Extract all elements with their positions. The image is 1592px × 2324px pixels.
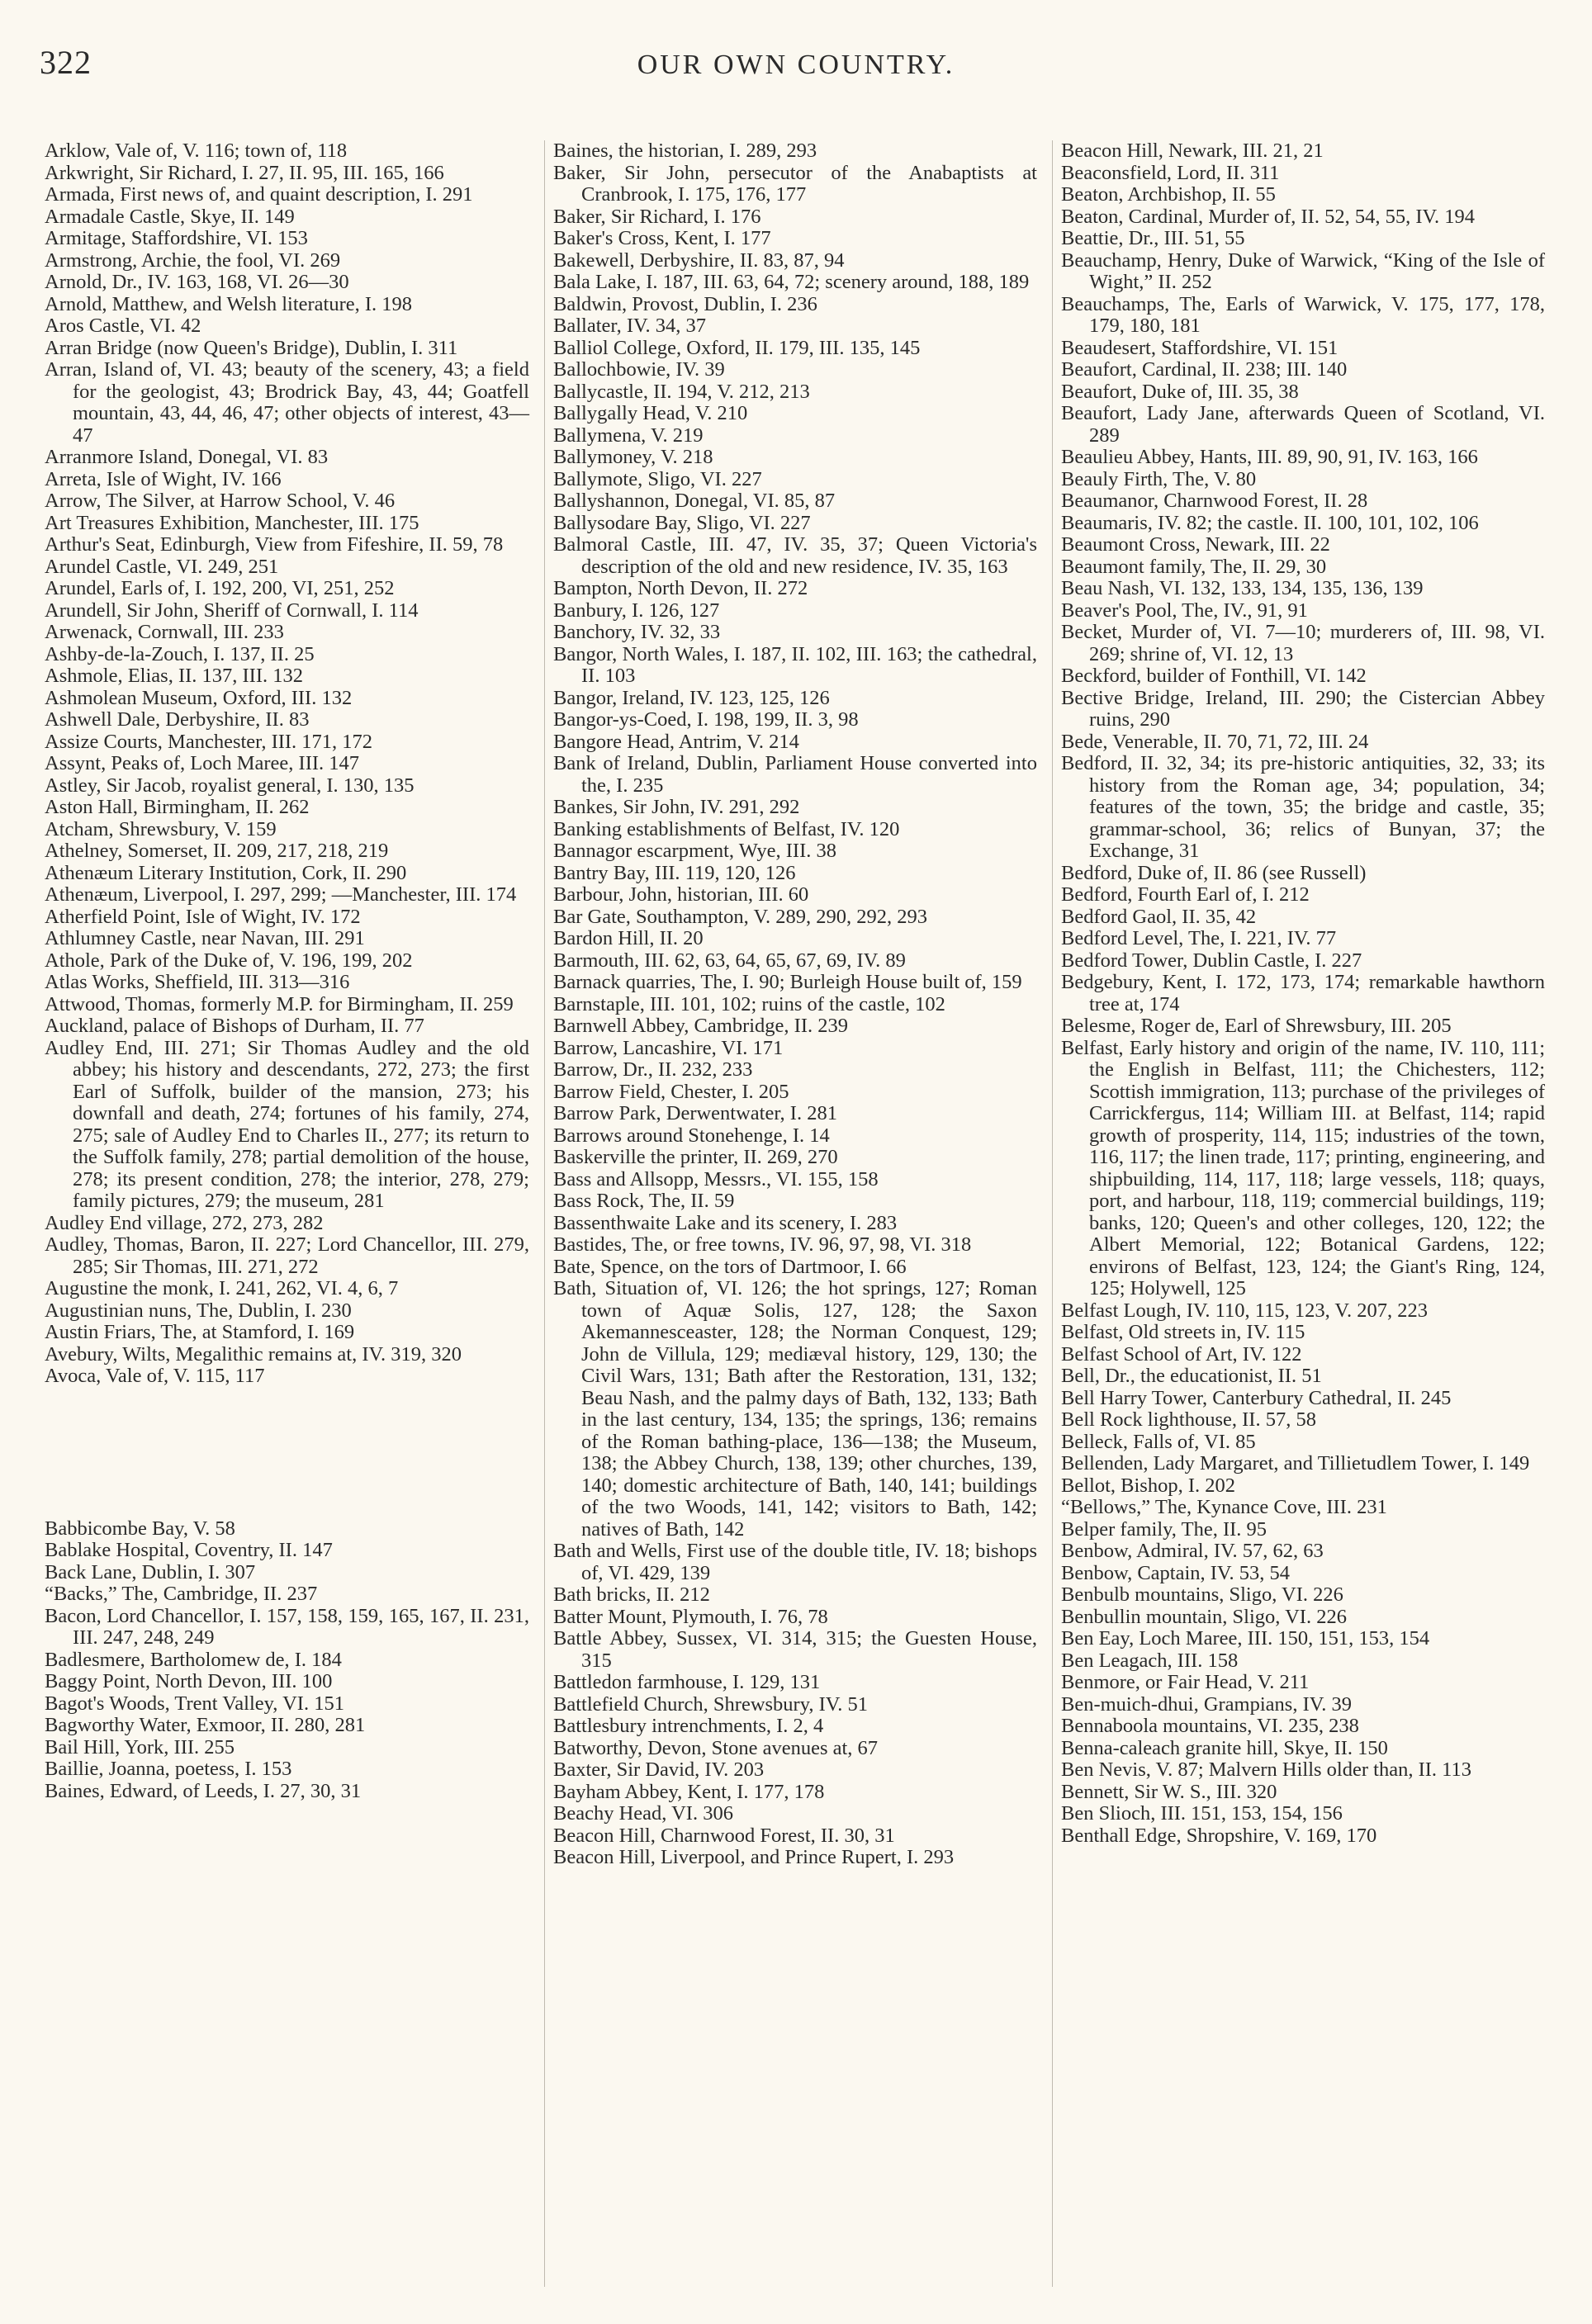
index-entry: Ballygally Head, V. 210 <box>553 402 748 424</box>
index-entry: Augustinian nuns, The, Dublin, I. 230 <box>45 1299 352 1322</box>
index-entry: Arnold, Dr., IV. 163, 168, VI. 26—30 <box>45 271 349 293</box>
index-entry: Beauchamps, The, Earls of Warwick, V. 175, 177, 178, 179, 180, 181 <box>1061 292 1545 337</box>
index-entry: Bell, Dr., the educationist, II. 51 <box>1061 1365 1322 1387</box>
index-entry: Benbow, Captain, IV. 53, 54 <box>1061 1561 1290 1584</box>
index-entry: Ballymoney, V. 218 <box>553 446 713 468</box>
index-entry: Ballymena, V. 219 <box>553 424 704 447</box>
index-entry: Arreta, Isle of Wight, IV. 166 <box>45 467 282 490</box>
index-entry: Beaulieu Abbey, Hants, III. 89, 90, 91, IV. 163, 166 <box>1061 446 1478 468</box>
index-entry: Bangor-ys-Coed, I. 198, 199, II. 3, 98 <box>553 708 859 731</box>
index-entry: “Backs,” The, Cambridge, II. 237 <box>45 1583 318 1605</box>
index-entry: Baskerville the printer, II. 269, 270 <box>553 1146 838 1168</box>
index-entry: Bannagor escarpment, Wye, III. 38 <box>553 840 836 862</box>
index-entry: Batter Mount, Plymouth, I. 76, 78 <box>553 1605 828 1628</box>
index-entry: Bardon Hill, II. 20 <box>553 927 704 949</box>
index-entry: Avoca, Vale of, V. 115, 117 <box>45 1365 265 1387</box>
index-entry: Baker, Sir Richard, I. 176 <box>553 205 761 228</box>
index-entry: Beaumaris, IV. 82; the castle. II. 100, 101, 102, 106 <box>1061 511 1479 534</box>
index-entry: Athenæum Literary Institution, Cork, II. 290 <box>45 861 407 884</box>
index-entry: Athenæum, Liverpool, I. 297, 299; —Manchester, III. 174 <box>45 883 517 906</box>
index-entry: Beaufort, Duke of, III. 35, 38 <box>1061 380 1299 403</box>
index-entry: Atherfield Point, Isle of Wight, IV. 172 <box>45 905 361 928</box>
index-entry: Bar Gate, Southampton, V. 289, 290, 292, 293 <box>553 905 928 928</box>
index-entry: Bass and Allsopp, Messrs., VI. 155, 158 <box>553 1167 879 1190</box>
index-entry: Armada, First news of, and quaint description, I. 291 <box>45 183 473 206</box>
index-entry: Bala Lake, I. 187, III. 63, 64, 72; scenery around, 188, 189 <box>553 271 1030 293</box>
index-entry: Bangor, Ireland, IV. 123, 125, 126 <box>553 686 830 709</box>
index-entry: Bacon, Lord Chancellor, I. 157, 158, 159, 165, 167, II. 231, III. 247, 248, 249 <box>45 1604 529 1649</box>
index-entry: Belfast Lough, IV. 110, 115, 123, V. 207, 223 <box>1061 1299 1428 1322</box>
index-entry: Beattie, Dr., III. 51, 55 <box>1061 227 1245 249</box>
index-entry: Bantry Bay, III. 119, 120, 126 <box>553 861 796 884</box>
index-entry: Bagot's Woods, Trent Valley, VI. 151 <box>45 1692 344 1715</box>
index-entry: Ballater, IV. 34, 37 <box>553 315 707 337</box>
index-entry: Ballyshannon, Donegal, VI. 85, 87 <box>553 490 836 512</box>
index-entry: Barnwell Abbey, Cambridge, II. 239 <box>553 1015 848 1037</box>
index-entry: Atlas Works, Sheffield, III. 313—316 <box>45 971 350 993</box>
index-entry: Bedford Level, The, I. 221, IV. 77 <box>1061 927 1337 949</box>
index-entry: Beaver's Pool, The, IV., 91, 91 <box>1061 599 1308 622</box>
index-entry: Ashby-de-la-Zouch, I. 137, II. 25 <box>45 642 315 665</box>
index-entry: Bedford Gaol, II. 35, 42 <box>1061 905 1257 928</box>
index-entry: Bastides, The, or free towns, IV. 96, 97, 98, VI. 318 <box>553 1233 972 1256</box>
index-entry: Benna-caleach granite hill, Skye, II. 150 <box>1061 1736 1388 1759</box>
index-entry: Beacon Hill, Liverpool, and Prince Rupert, I. 293 <box>553 1846 955 1868</box>
index-entry: Bass Rock, The, II. 59 <box>553 1190 735 1212</box>
index-entry: Arthur's Seat, Edinburgh, View from Fifeshire, II. 59, 78 <box>45 533 504 556</box>
index-entry: Beaufort, Cardinal, II. 238; III. 140 <box>1061 358 1348 381</box>
index-entry: Arundel, Earls of, I. 192, 200, VI, 251, 252 <box>45 577 395 599</box>
index-entry: Austin Friars, The, at Stamford, I. 169 <box>45 1321 355 1343</box>
index-entry: Beaton, Cardinal, Murder of, II. 52, 54, 55, IV. 194 <box>1061 205 1476 228</box>
index-entry: Beachy Head, VI. 306 <box>553 1802 733 1825</box>
index-entry: Beaconsfield, Lord, II. 311 <box>1061 161 1280 184</box>
index-entry: Bedford, Fourth Earl of, I. 212 <box>1061 883 1310 906</box>
index-entry: Bede, Venerable, II. 70, 71, 72, III. 24 <box>1061 730 1369 753</box>
index-entry: Athelney, Somerset, II. 209, 217, 218, 219 <box>45 840 389 862</box>
index-entry: Arkwright, Sir Richard, I. 27, II. 95, III. 165, 166 <box>45 161 444 184</box>
index-entry: Ben Eay, Loch Maree, III. 150, 151, 153, 154 <box>1061 1627 1430 1650</box>
index-entry: Beaton, Archbishop, II. 55 <box>1061 183 1276 206</box>
index-entry: Bedford, Duke of, II. 86 (see Russell) <box>1061 861 1367 884</box>
index-entry: Beacon Hill, Newark, III. 21, 21 <box>1061 140 1324 162</box>
index-entry: Beau Nash, VI. 132, 133, 134, 135, 136, 139 <box>1061 577 1424 599</box>
index-entry: Badlesmere, Bartholomew de, I. 184 <box>45 1648 342 1671</box>
index-entry: Ashmole, Elias, II. 137, III. 132 <box>45 665 303 687</box>
index-entry: Astley, Sir Jacob, royalist general, I. 130, 135 <box>45 774 415 797</box>
index-entry: Bennaboola mountains, VI. 235, 238 <box>1061 1715 1359 1737</box>
index-entry: Armstrong, Archie, the fool, VI. 269 <box>45 248 341 272</box>
index-entry: Barrow Park, Derwentwater, I. 281 <box>553 1102 837 1124</box>
index-entry: Bedford Tower, Dublin Castle, I. 227 <box>1061 949 1362 972</box>
index-entry: Arran, Island of, VI. 43; beauty of the scenery, 43; a field for the geologist, 43; Brodrick Bay, 43, 44; Goatfell mountain, 43, 44, 46, 47; other objects of interest, 43—47 <box>45 358 529 447</box>
index-entry: Aston Hall, Birmingham, II. 262 <box>45 796 310 818</box>
index-column-3 <box>1052 140 1560 2287</box>
index-entry: Ballycastle, II. 194, V. 212, 213 <box>553 380 810 403</box>
index-entry: Augustine the monk, I. 241, 262, VI. 4, 6, 7 <box>45 1277 399 1299</box>
index-entry: Athole, Park of the Duke of, V. 196, 199, 202 <box>45 949 413 972</box>
index-entry: Ben Slioch, III. 151, 153, 154, 156 <box>1061 1802 1343 1825</box>
index-entry: Arundell, Sir John, Sheriff of Cornwall, I. 114 <box>45 599 419 622</box>
index-entry: Batworthy, Devon, Stone avenues at, 67 <box>553 1736 879 1759</box>
index-entry: Barbour, John, historian, III. 60 <box>553 883 809 906</box>
index-entry: Bective Bridge, Ireland, III. 290; the Cistercian Abbey ruins, 290 <box>1061 686 1545 731</box>
index-entry: Bate, Spence, on the tors of Dartmoor, I. 66 <box>553 1255 907 1278</box>
index-entry: Barnack quarries, The, I. 90; Burleigh House built of, 159 <box>553 971 1022 993</box>
index-entry: Bennett, Sir W. S., III. 320 <box>1061 1780 1277 1803</box>
index-entry: Benbullin mountain, Sligo, VI. 226 <box>1061 1605 1347 1628</box>
index-entry: Battledon farmhouse, I. 129, 131 <box>553 1671 821 1693</box>
index-entry: Arranmore Island, Donegal, VI. 83 <box>45 446 329 468</box>
index-entry: Becket, Murder of, VI. 7—10; murderers of, III. 98, VI. 269; shrine of, VI. 12, 13 <box>1061 621 1545 665</box>
index-entry: Audley End village, 272, 273, 282 <box>45 1211 324 1234</box>
index-column-2 <box>544 140 1052 2287</box>
index-entry: Babbicombe Bay, V. 58 <box>45 1517 235 1540</box>
index-entry: Atcham, Shrewsbury, V. 159 <box>45 817 277 840</box>
index-entry: Balmoral Castle, III. 47, IV. 35, 37; Queen Victoria's description of the old and new residence, IV. 35, 163 <box>553 533 1037 578</box>
index-entry: Bampton, North Devon, II. 272 <box>553 577 808 599</box>
index-entry: Battle Abbey, Sussex, VI. 314, 315; the Guesten House, 315 <box>553 1627 1037 1672</box>
index-entry: Battlesbury intrenchments, I. 2, 4 <box>553 1715 824 1737</box>
index-entry: Ashwell Dale, Derbyshire, II. 83 <box>45 708 310 731</box>
index-entry: Auckland, palace of Bishops of Durham, II. 77 <box>45 1015 424 1037</box>
index-entry: Benbow, Admiral, IV. 57, 62, 63 <box>1061 1540 1324 1562</box>
index-entry: “Bellows,” The, Kynance Cove, III. 231 <box>1061 1496 1387 1518</box>
index-entry: Benbulb mountains, Sligo, VI. 226 <box>1061 1583 1343 1606</box>
index-entry: Beaumont Cross, Newark, III. 22 <box>1061 533 1330 556</box>
index-entry: Ben Nevis, V. 87; Malvern Hills older than, II. 113 <box>1061 1758 1471 1781</box>
index-columns <box>36 140 1561 2287</box>
index-entry: Belfast, Old streets in, IV. 115 <box>1061 1321 1305 1343</box>
index-entry: Audley End, III. 271; Sir Thomas Audley and the old abbey; his history and descendants, 272, 273; the first Earl of Suffolk, builder of the mansion, 273; his downfall and death, 274; fortunes of his family, 274, 275; sale of Audley End to Charles II., 277; its return to the Suffolk family, 278; partial demolition of the house, 278; its present condition, 278; the interior, 278, 279; family pictures, 279; the museum, 281 <box>45 1036 529 1212</box>
index-entry: Arrow, The Silver, at Harrow School, V. 46 <box>45 490 396 512</box>
index-entry: Battlefield Church, Shrewsbury, IV. 51 <box>553 1692 869 1716</box>
index-entry: Benmore, or Fair Head, V. 211 <box>1061 1671 1310 1693</box>
index-entry: Bell Harry Tower, Canterbury Cathedral, II. 245 <box>1061 1386 1452 1409</box>
index-entry: Bath and Wells, First use of the double title, IV. 18; bishops of, VI. 429, 139 <box>553 1540 1037 1584</box>
index-entry: Beauly Firth, The, V. 80 <box>1061 467 1257 490</box>
index-entry: Aros Castle, VI. 42 <box>45 315 201 337</box>
index-column-1 <box>36 140 544 2287</box>
index-entry: Belesme, Roger de, Earl of Shrewsbury, III. 205 <box>1061 1015 1452 1037</box>
index-entry: Bellenden, Lady Margaret, and Tillietudlem Tower, I. 149 <box>1061 1452 1530 1474</box>
index-entry: Back Lane, Dublin, I. 307 <box>45 1560 256 1583</box>
index-entry: Banbury, I. 126, 127 <box>553 599 720 622</box>
index-entry: Beauchamp, Henry, Duke of Warwick, “King of the Isle of Wight,” II. 252 <box>1061 248 1545 293</box>
page-number: 322 <box>40 44 92 81</box>
index-entry: Art Treasures Exhibition, Manchester, III. 175 <box>45 511 419 534</box>
index-entry: Bedgebury, Kent, I. 172, 173, 174; remarkable hawthorn tree at, 174 <box>1061 971 1545 1015</box>
index-entry: Avebury, Wilts, Megalithic remains at, IV. 319, 320 <box>45 1342 462 1366</box>
index-entry: Baker, Sir John, persecutor of the Anabaptists at Cranbrook, I. 175, 176, 177 <box>553 161 1037 206</box>
index-entry: Audley, Thomas, Baron, II. 227; Lord Chancellor, III. 279, 285; Sir Thomas, III. 271, 272 <box>45 1233 529 1278</box>
index-entry: Balliol College, Oxford, II. 179, III. 135, 145 <box>553 336 921 359</box>
index-entry: Baillie, Joanna, poetess, I. 153 <box>45 1758 292 1780</box>
index-entry: Beaufort, Lady Jane, afterwards Queen of Scotland, VI. 289 <box>1061 402 1545 447</box>
index-entry: Arundel Castle, VI. 249, 251 <box>45 555 279 578</box>
index-entry: Baxter, Sir David, IV. 203 <box>553 1758 765 1781</box>
index-entry: Belfast, Early history and origin of the name, IV. 110, 111; the English in Belfast, 111; the Chichesters, 112; Scottish immigration, 113; purchase of the privileges of Carrickfergus, 114; William III. at Belfast, 114; rapid growth of prosperity, 114, 115; industries of the town, 116, 117; the linen trade, 117; printing, engineering, and shipbuilding, 114, 117, 118; large vessels, 118; quays, port, and harbour, 118, 119; commercial buildings, 119; banks, 120; Queen's and other colleges, 120, 122; the Albert Memorial, 122; Botanical Gardens, 122; environs of Belfast, 123, 124; the Giant's Ring, 124, 125; Holywell, 125 <box>1061 1036 1545 1299</box>
section-gap <box>45 1388 529 1518</box>
running-head: OUR OWN COUNTRY. <box>637 50 955 80</box>
index-entry: Ballochbowie, IV. 39 <box>553 358 725 381</box>
index-entry: Bakewell, Derbyshire, II. 83, 87, 94 <box>553 248 845 272</box>
index-entry: Assize Courts, Manchester, III. 171, 172 <box>45 730 373 753</box>
index-entry: Ballymote, Sligo, VI. 227 <box>553 467 762 490</box>
index-entry: Baggy Point, North Devon, III. 100 <box>45 1670 333 1692</box>
index-entry: Armitage, Staffordshire, VI. 153 <box>45 227 308 249</box>
index-entry: Beaumanor, Charnwood Forest, II. 28 <box>1061 490 1368 512</box>
index-entry: Ashmolean Museum, Oxford, III. 132 <box>45 686 353 709</box>
index-entry: Bayham Abbey, Kent, I. 177, 178 <box>553 1780 825 1803</box>
index-entry: Belfast School of Art, IV. 122 <box>1061 1342 1302 1366</box>
index-entry: Bassenthwaite Lake and its scenery, I. 283 <box>553 1211 898 1234</box>
index-entry: Banchory, IV. 32, 33 <box>553 621 721 643</box>
index-entry: Arran Bridge (now Queen's Bridge), Dublin, I. 311 <box>45 336 458 359</box>
index-entry: Athlumney Castle, near Navan, III. 291 <box>45 927 365 949</box>
index-entry: Bangor, North Wales, I. 187, II. 102, III. 163; the cathedral, II. 103 <box>553 642 1037 687</box>
index-entry: Attwood, Thomas, formerly M.P. for Birmingham, II. 259 <box>45 992 514 1015</box>
index-entry: Baldwin, Provost, Dublin, I. 236 <box>553 292 817 315</box>
index-entry: Arklow, Vale of, V. 116; town of, 118 <box>45 140 348 162</box>
index-entry: Beaudesert, Staffordshire, VI. 151 <box>1061 336 1339 359</box>
index-entry: Bedford, II. 32, 34; its pre-historic antiquities, 32, 33; its history from the Roman age, 34; population, 34; features of the town, 35; the bridge and castle, 35; grammar-school, 36; relics of Bunyan, 37; the Exchange, 31 <box>1061 752 1545 862</box>
index-entry: Assynt, Peaks of, Loch Maree, III. 147 <box>45 752 360 774</box>
index-entry: Bell Rock lighthouse, II. 57, 58 <box>1061 1408 1316 1431</box>
index-entry: Baker's Cross, Kent, I. 177 <box>553 227 771 249</box>
index-entry: Ben-muich-dhui, Grampians, IV. 39 <box>1061 1692 1353 1716</box>
index-entry: Bellot, Bishop, I. 202 <box>1061 1474 1235 1497</box>
index-entry: Belleck, Falls of, VI. 85 <box>1061 1430 1256 1453</box>
index-entry: Beaumont family, The, II. 29, 30 <box>1061 555 1327 578</box>
index-entry: Bangore Head, Antrim, V. 214 <box>553 730 799 753</box>
index-entry: Barrows around Stonehenge, I. 14 <box>553 1124 830 1147</box>
index-entry: Benthall Edge, Shropshire, V. 169, 170 <box>1061 1824 1377 1847</box>
index-entry: Barnstaple, III. 101, 102; ruins of the castle, 102 <box>553 992 945 1015</box>
index-entry: Baines, Edward, of Leeds, I. 27, 30, 31 <box>45 1779 362 1802</box>
index-entry: Bagworthy Water, Exmoor, II. 280, 281 <box>45 1714 366 1736</box>
index-entry: Armadale Castle, Skye, II. 149 <box>45 205 295 228</box>
index-entry: Barrow, Lancashire, VI. 171 <box>553 1036 784 1059</box>
index-entry: Ben Leagach, III. 158 <box>1061 1649 1239 1672</box>
index-entry: Bail Hill, York, III. 255 <box>45 1735 235 1758</box>
index-entry: Bath bricks, II. 212 <box>553 1583 710 1606</box>
index-entry: Banking establishments of Belfast, IV. 120 <box>553 817 900 840</box>
index-entry: Barmouth, III. 62, 63, 64, 65, 67, 69, IV. 89 <box>553 949 906 972</box>
index-entry: Beacon Hill, Charnwood Forest, II. 30, 31 <box>553 1824 895 1847</box>
index-entry: Barrow Field, Chester, I. 205 <box>553 1080 789 1103</box>
index-entry: Bank of Ireland, Dublin, Parliament House converted into the, I. 235 <box>553 752 1037 797</box>
index-entry: Bablake Hospital, Coventry, II. 147 <box>45 1539 333 1561</box>
index-entry: Baines, the historian, I. 289, 293 <box>553 140 817 162</box>
index-entry: Bankes, Sir John, IV. 291, 292 <box>553 796 800 818</box>
index-entry: Ballysodare Bay, Sligo, VI. 227 <box>553 511 811 534</box>
index-entry: Arwenack, Cornwall, III. 233 <box>45 621 284 643</box>
index-entry: Arnold, Matthew, and Welsh literature, I. 198 <box>45 292 413 315</box>
index-entry: Beckford, builder of Fonthill, VI. 142 <box>1061 665 1367 687</box>
index-entry: Barrow, Dr., II. 232, 233 <box>553 1058 753 1081</box>
index-entry: Belper family, The, II. 95 <box>1061 1517 1267 1541</box>
index-entry: Bath, Situation of, VI. 126; the hot springs, 127; Roman town of Aquæ Solis, 127, 128; the Saxon Akemannesceaster, 128; the Norman Conquest, 129; John de Villula, 129; mediæval history, 129, 130; the Civil Wars, 131; Bath after the Restoration, 131, 132; Beau Nash, and the palmy days of Bath, 132, 133; Bath in the last century, 134, 135; the springs, 136; remains of the Roman bathing-place, 136—138; the Museum, 138; the Abbey Church, 138, 139; other churches, 139, 140; domestic architecture of Bath, 140, 141; buildings of the two Woods, 141, 142; visitors to Bath, 142; natives of Bath, 142 <box>553 1277 1037 1541</box>
